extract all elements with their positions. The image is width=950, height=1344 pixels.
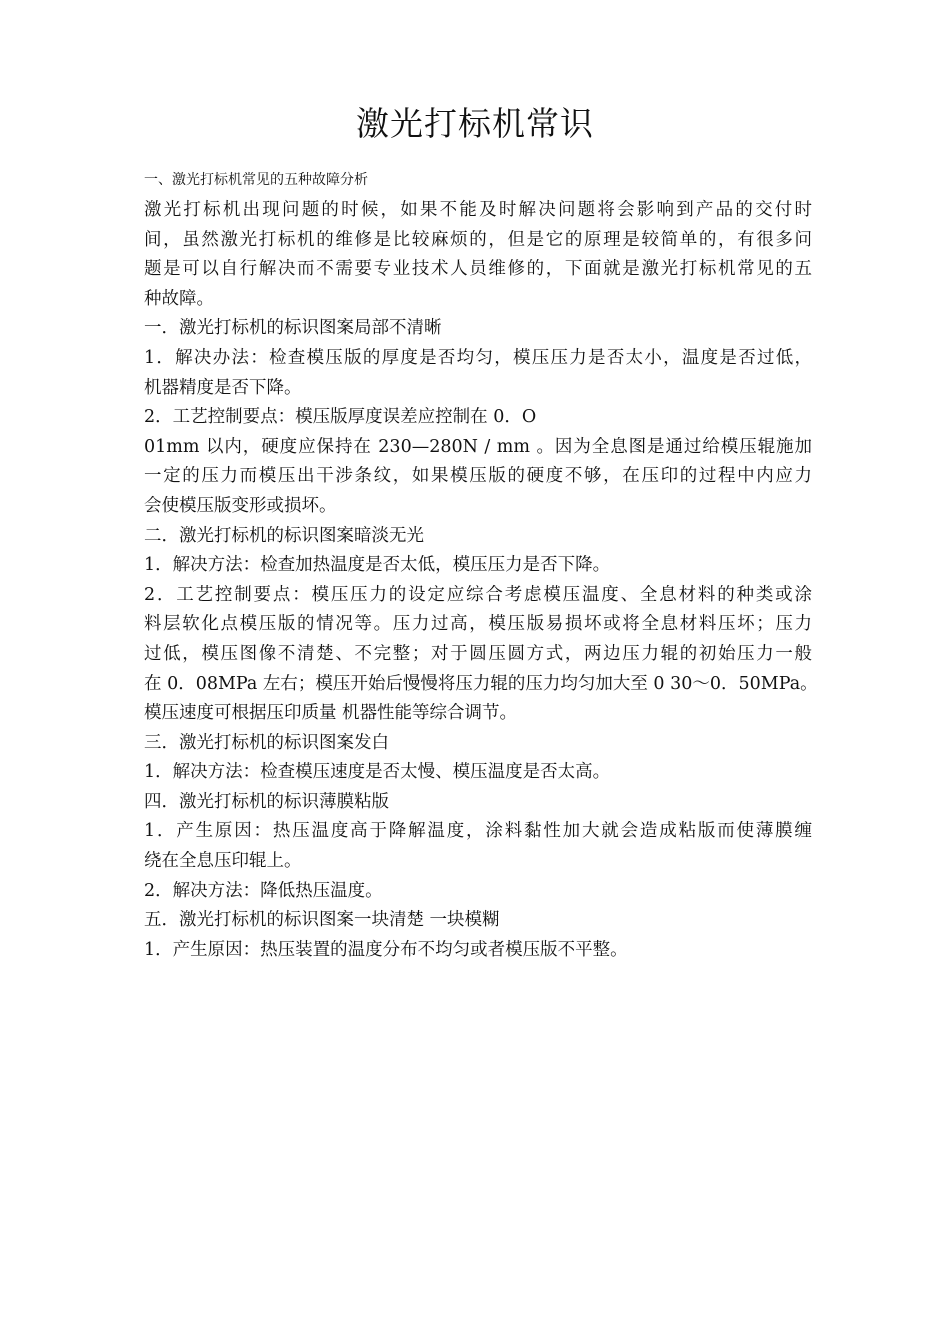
paragraph-line: 2．工艺控制要点：模压压力的设定应综合考虑模压温度、全息材料的种类或涂 bbox=[144, 584, 812, 605]
paragraph-line: 绕在全息压印辊上。 bbox=[144, 851, 302, 872]
paragraph-line: 激光打标机出现问题的时候，如果不能及时解决问题将会影响到产品的交付时 bbox=[144, 200, 812, 220]
paragraph-line: 在 0．08MPa 左右；模压开始后慢慢将压力辊的压力均匀加大至 0 30～0．50MPa。 bbox=[144, 673, 818, 694]
paragraph-line: 间，虽然激光打标机的维修是比较麻烦的，但是它的原理是较简单的，有很多问 bbox=[144, 229, 812, 250]
section-heading-intro: 一、激光打标机常见的五种故障分析 bbox=[144, 172, 368, 188]
paragraph-line: 模压速度可根据压印质量 机器性能等综合调节。 bbox=[144, 703, 518, 724]
section-heading-2: 二．激光打标机的标识图案暗淡无光 bbox=[144, 525, 424, 546]
section-heading-1: 一．激光打标机的标识图案局部不清晰 bbox=[144, 318, 442, 339]
paragraph-line: 一定的压力而模压出干涉条纹，如果模压版的硬度不够，在压印的过程中内应力 bbox=[144, 466, 812, 487]
paragraph-line: 01mm 以内，硬度应保持在 230—280N / mm 。因为全息图是通过给模压辊施加 bbox=[144, 436, 812, 457]
paragraph-line: 机器精度是否下降。 bbox=[144, 377, 302, 398]
paragraph-line: 题是可以自行解决而不需要专业技术人员维修的，下面就是激光打标机常见的五 bbox=[144, 259, 812, 280]
paragraph-line: 1．解决办法：检查模压版的厚度是否均匀，模压压力是否太小，温度是否过低， bbox=[144, 347, 812, 368]
document-title: 激光打标机常识 bbox=[356, 104, 594, 143]
section-heading-5: 五．激光打标机的标识图案一块清楚 一块模糊 bbox=[144, 910, 500, 931]
paragraph-line: 2．工艺控制要点：模压版厚度误差应控制在 0．O bbox=[144, 407, 537, 428]
paragraph-line: 1．解决方法：检查加热温度是否太低，模压压力是否下降。 bbox=[144, 555, 611, 576]
document-body bbox=[144, 164, 818, 965]
paragraph-line: 过低，模压图像不清楚、不完整；对于圆压圆方式，两边压力辊的初始压力一般 bbox=[144, 643, 812, 664]
paragraph-line: 料层软化点模压版的情况等。压力过高，模压版易损坏或将全息材料压坏；压力 bbox=[144, 614, 812, 635]
paragraph-line: 1．解决方法：检查模压速度是否太慢、模压温度是否太高。 bbox=[144, 762, 611, 783]
paragraph-line: 1．产生原因：热压装置的温度分布不均匀或者模压版不平整。 bbox=[144, 939, 628, 960]
paragraph-line: 1．产生原因：热压温度高于降解温度，涂料黏性加大就会造成粘版而使薄膜缠 bbox=[144, 821, 812, 842]
paragraph-line: 会使模压版变形或损坏。 bbox=[144, 495, 337, 516]
section-heading-4: 四．激光打标机的标识薄膜粘版 bbox=[144, 791, 389, 812]
paragraph-line: 2．解决方法：降低热压温度。 bbox=[144, 880, 383, 901]
paragraph-line: 种故障。 bbox=[144, 288, 214, 309]
section-heading-3: 三．激光打标机的标识图案发白 bbox=[144, 732, 389, 753]
